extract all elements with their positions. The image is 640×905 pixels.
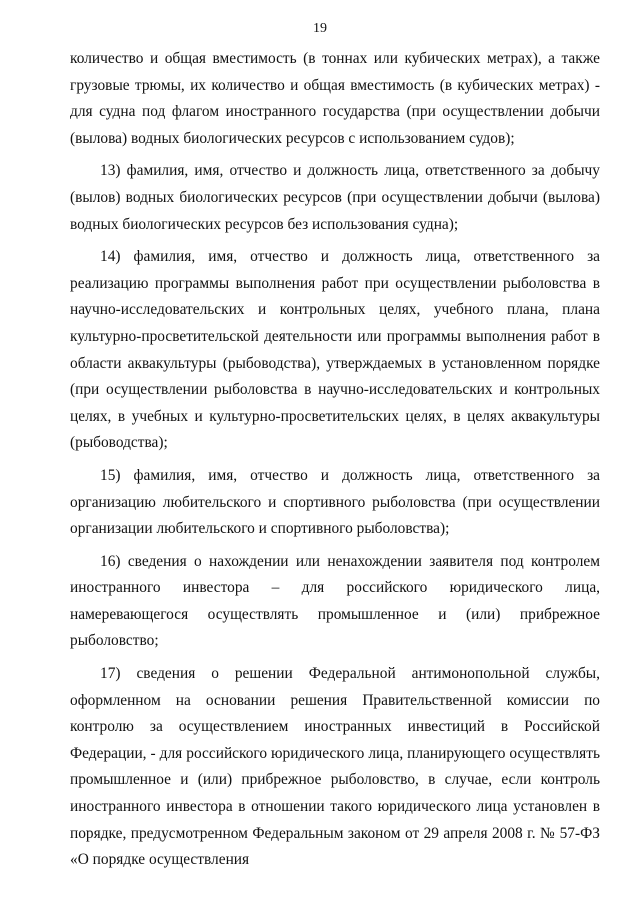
page-number: 19 [313, 21, 327, 36]
paragraph-item-15: 15) фамилия, имя, отчество и должность лица, ответственного за организацию любительского и спортивного рыболовства (при осуществлении организации любительского и спортивного рыболовства); [70, 466, 600, 538]
paragraph-item-14: 14) фамилия, имя, отчество и должность лица, ответственного за реализацию программы выполнения работ при осуществлении рыболовства в научно-исследовательских и контрольных целях, учебного плана, плана культурно-просветительской деятельности или программы выполнения работ в области аквакультуры (рыбоводства), утверждаемых в установленном порядке (при осуществлении рыболовства в научно-исследовательских и контрольных целях, в учебных и культурно-просветительских целях, в целях аквакультуры (рыбоводства); [70, 248, 600, 452]
paragraph-item-17: 17) сведения о решении Федеральной антимонопольной службы, оформленном на основании решения Правительственной комиссии по контролю за осуществлением иностранных инвестиций в Российской Федерации, - для российского юридического лица, планирующего осуществлять промышленное и (или) прибрежное рыболовство, в случае, если контроль иностранного инвестора в отношении такого юридического лица установлен в порядке, предусмотренном Федеральным законом от 29 апреля 2008 г. № 57-ФЗ «О порядке осуществления [70, 665, 600, 869]
paragraph-continuation: количество и общая вместимость (в тоннах или кубических метрах), а также грузовые трюмы, их количество и общая вместимость (в кубических метрах) - для судна под флагом иностранного государства (при осуществлении добычи (вылова) водных биологических ресурсов с использованием судов); [70, 50, 600, 147]
document-body [70, 46, 600, 874]
paragraph-item-16: 16) сведения о нахождении или ненахождении заявителя под контролем иностранного инвестора – для российского юридического лица, намеревающегося осуществлять промышленное и (или) прибрежное рыболовство; [70, 552, 600, 650]
paragraph-item-13: 13) фамилия, имя, отчество и должность лица, ответственного за добычу (вылов) водных биологических ресурсов (при осуществлении добычи (вылова) водных биологических ресурсов без использования судна); [70, 162, 600, 233]
